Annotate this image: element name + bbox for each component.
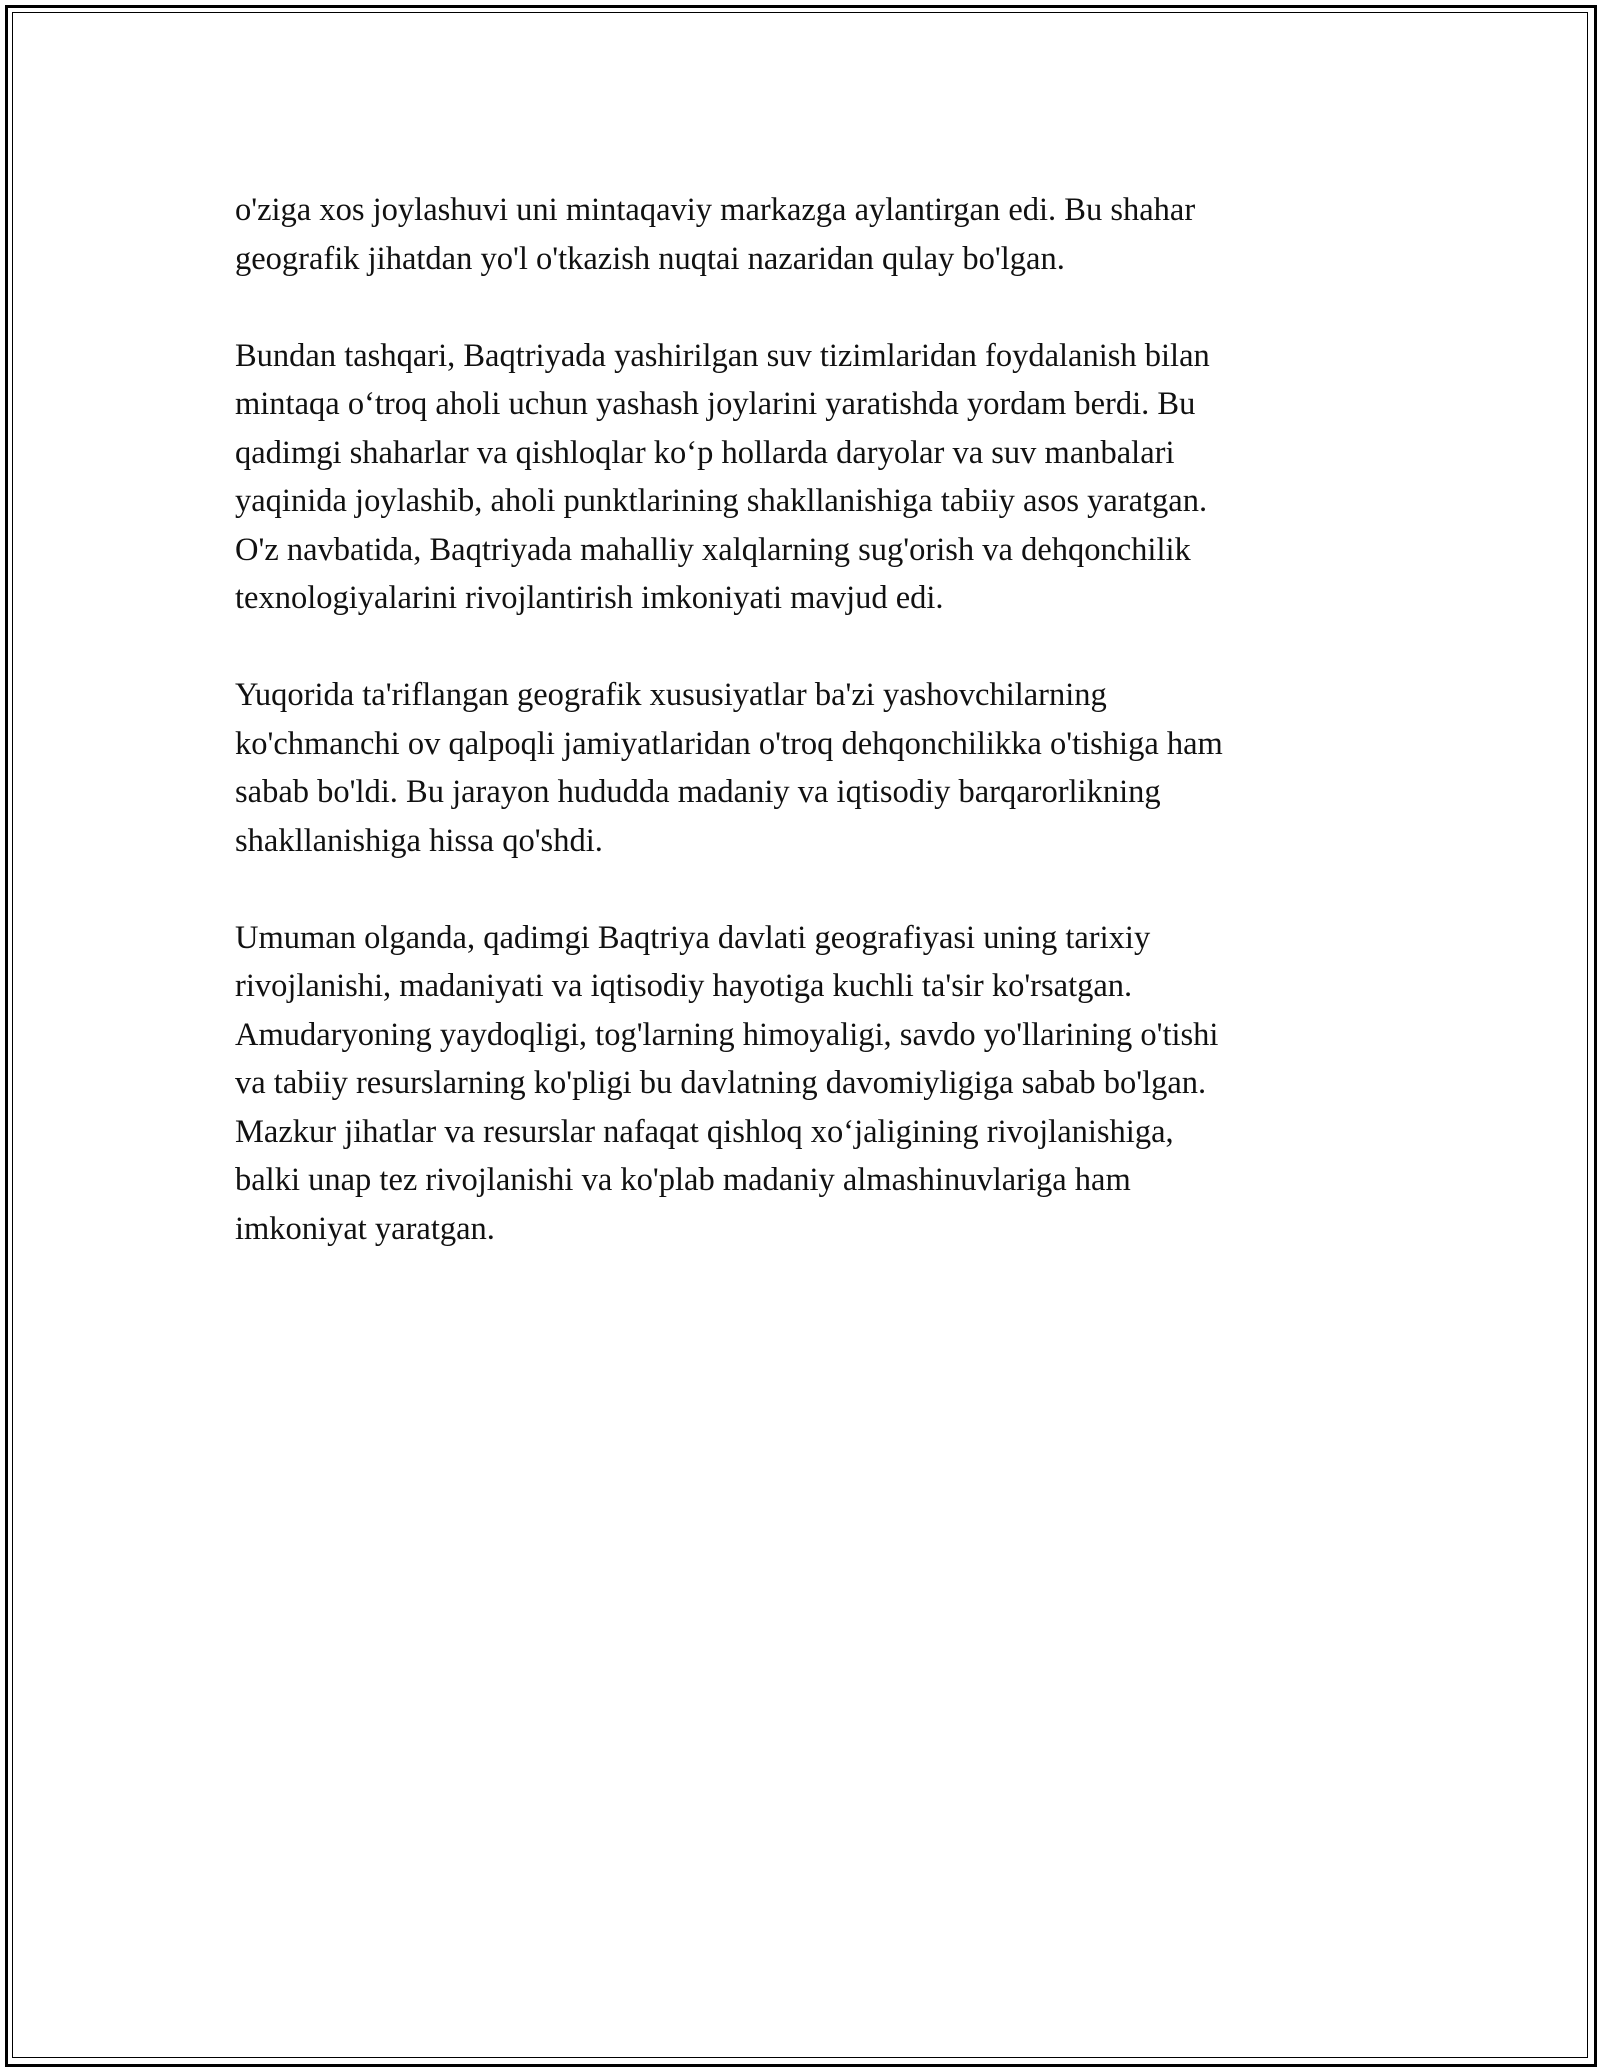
paragraph-4: Umuman olganda, qadimgi Baqtriya davlati geografiyasi uning tarixiy rivojlanishi, madaniyati va iqtisodiy hayotiga kuchli ta'sir ko'rsatgan. Amudaryoning yaydoqligi, tog'larning himoyaligi, savdo yo'llarining o'tishi va tabiiy resurslarning ko'pligi bu davlatning davomiyligiga sabab bo'lgan. Mazkur jihatlar va resurslar nafaqat qishloq xo‘jaligining rivojlanishiga, balki unap tez rivojlanishi va ko'plab madaniy almashinuvlariga ham imkoniyat yaratgan. (235, 919, 1219, 1247)
paragraph-1: o'ziga xos joylashuvi uni mintaqaviy markazga aylantirgan edi. Bu shahar geografik jihatdan yo'l o'tkazish nuqtai nazaridan qulay bo'lgan. (235, 192, 1196, 277)
document-body (235, 186, 1365, 1253)
paragraph-3: Yuqorida ta'riflangan geografik xususiyatlar ba'zi yashovchilarning ko'chmanchi ov qalpoqli jamiyatlaridan o'troq dehqonchilikka o'tishiga ham sabab bo'ldi. Bu jarayon hududda madaniy va iqtisodiy barqarorlikning shakllanishiga hissa qo'shdi. (235, 677, 1223, 859)
paragraph-2: Bundan tashqari, Baqtriyada yashirilgan suv tizimlaridan foydalanish bilan mintaqa o‘troq aholi uchun yashash joylarini yaratishda yordam berdi. Bu qadimgi shaharlar va qishloqlar ko‘p hollarda daryolar va suv manbalari yaqinida joylashib, aholi punktlarining shakllanishiga tabiiy asos yaratgan. O'z navbatida, Baqtriyada mahalliy xalqlarning sug'orish va dehqonchilik texnologiyalarini rivojlantirish imkoniyati mavjud edi. (235, 337, 1210, 616)
